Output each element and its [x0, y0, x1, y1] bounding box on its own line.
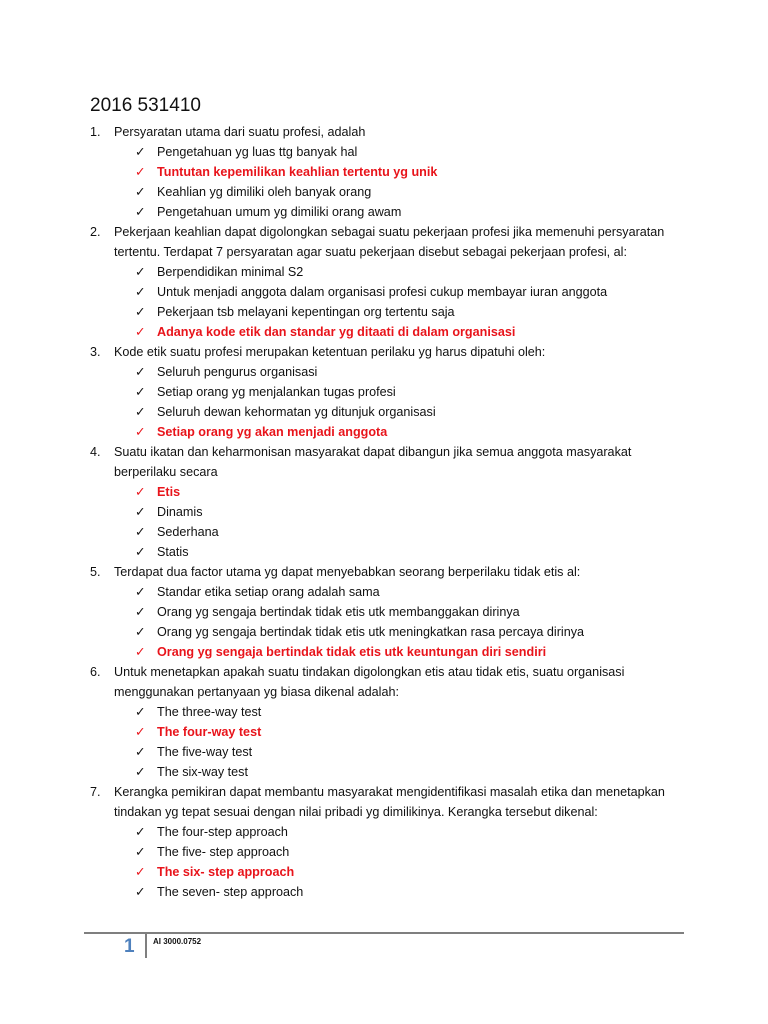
question-number: 7.	[90, 785, 101, 799]
answer-text: Seluruh pengurus organisasi	[157, 365, 318, 379]
answer-text: The four-step approach	[157, 825, 288, 839]
answer-text: Pekerjaan tsb melayani kepentingan org tertentu saja	[157, 305, 455, 319]
answer-text: Berpendidikan minimal S2	[157, 265, 304, 279]
question-item	[90, 662, 680, 782]
document-title: 2016 531410	[90, 95, 201, 116]
question-item	[90, 342, 680, 442]
answer-text: Orang yg sengaja bertindak tidak etis utk membanggakan dirinya	[157, 605, 520, 619]
checkmark-icon: ✓	[135, 585, 146, 599]
checkmark-icon: ✓	[135, 605, 146, 619]
checkmark-icon: ✓	[135, 205, 146, 219]
answer-option	[90, 522, 680, 542]
answer-text: Adanya kode etik dan standar yg ditaati di dalam organisasi	[157, 325, 516, 339]
footer-rule	[84, 932, 684, 934]
checkmark-icon: ✓	[135, 145, 146, 159]
answer-option	[90, 402, 680, 422]
checkmark-icon: ✓	[135, 845, 146, 859]
checkmark-icon: ✓	[135, 285, 146, 299]
checkmark-icon: ✓	[135, 525, 146, 539]
checkmark-icon: ✓	[135, 825, 146, 839]
answer-option	[90, 202, 680, 222]
question-number: 2.	[90, 225, 101, 239]
answer-text: Keahlian yg dimiliki oleh banyak orang	[157, 185, 372, 199]
answer-text: Statis	[157, 545, 189, 559]
question-text: Pekerjaan keahlian dapat digolongkan sebagai suatu pekerjaan profesi jika memenuhi persyaratan tertentu. Terdapat 7 persyaratan agar suatu pekerjaan disebut sebagai pekerjaan profesi, al:	[114, 225, 665, 259]
answer-text: The five- step approach	[157, 845, 290, 859]
answer-option	[90, 602, 680, 622]
answer-text: The seven- step approach	[157, 885, 304, 899]
answer-option	[90, 882, 680, 902]
question-text: Kerangka pemikiran dapat membantu masyarakat mengidentifikasi masalah etika dan menetapkan tindakan yg tepat sesuai dengan nilai pribadi yg dimilikinya. Kerangka tersebut dikenal:	[114, 785, 665, 819]
answer-option	[90, 742, 680, 762]
answer-text: Etis	[157, 485, 181, 499]
checkmark-icon: ✓	[135, 265, 146, 279]
answer-text: The four-way test	[157, 725, 262, 739]
question-text: Suatu ikatan dan keharmonisan masyarakat dapat dibangun jika semua anggota masyarakat berperilaku secara	[114, 445, 632, 479]
checkmark-icon: ✓	[135, 405, 146, 419]
answer-text: Untuk menjadi anggota dalam organisasi profesi cukup membayar iuran anggota	[157, 285, 608, 299]
question-row	[90, 342, 680, 362]
question-row	[90, 442, 680, 482]
question-item	[90, 122, 680, 222]
checkmark-icon: ✓	[135, 545, 146, 559]
answer-option	[90, 622, 680, 642]
question-row	[90, 782, 680, 822]
answer-text: The three-way test	[157, 705, 262, 719]
answer-option-correct	[90, 862, 680, 882]
answer-option-correct	[90, 162, 680, 182]
footer-code: AI 3000.0752	[153, 937, 202, 946]
answer-option	[90, 302, 680, 322]
checkmark-icon: ✓	[135, 865, 146, 879]
checkmark-icon: ✓	[135, 385, 146, 399]
checkmark-icon: ✓	[135, 365, 146, 379]
question-text: Untuk menetapkan apakah suatu tindakan digolongkan etis atau tidak etis, suatu organisasi menggunakan pertanyaan yg biasa dikenal adalah:	[114, 665, 625, 699]
answer-text: Setiap orang yg menjalankan tugas profesi	[157, 385, 396, 399]
checkmark-icon: ✓	[135, 745, 146, 759]
checkmark-icon: ✓	[135, 185, 146, 199]
question-row	[90, 562, 680, 582]
question-row	[90, 122, 680, 142]
checkmark-icon: ✓	[135, 325, 146, 339]
question-row	[90, 222, 680, 262]
answer-option	[90, 822, 680, 842]
checkmark-icon: ✓	[135, 765, 146, 779]
answer-text: Dinamis	[157, 505, 203, 519]
answer-option-correct	[90, 642, 680, 662]
answer-option-correct	[90, 322, 680, 342]
answer-text: The five-way test	[157, 745, 253, 759]
answer-option	[90, 762, 680, 782]
question-list	[90, 122, 680, 902]
checkmark-icon: ✓	[135, 165, 146, 179]
answer-option	[90, 582, 680, 602]
checkmark-icon: ✓	[135, 625, 146, 639]
answer-option	[90, 542, 680, 562]
answer-option	[90, 362, 680, 382]
answer-option-correct	[90, 722, 680, 742]
answer-option	[90, 382, 680, 402]
answer-text: Pengetahuan yg luas ttg banyak hal	[157, 145, 358, 159]
question-row	[90, 662, 680, 702]
question-item	[90, 782, 680, 902]
answer-text: Pengetahuan umum yg dimiliki orang awam	[157, 205, 402, 219]
checkmark-icon: ✓	[135, 705, 146, 719]
answer-text: Setiap orang yg akan menjadi anggota	[157, 425, 388, 439]
answer-option	[90, 182, 680, 202]
question-item	[90, 442, 680, 562]
answer-option	[90, 502, 680, 522]
answer-text: Orang yg sengaja bertindak tidak etis utk meningkatkan rasa percaya dirinya	[157, 625, 585, 639]
question-text: Kode etik suatu profesi merupakan ketentuan perilaku yg harus dipatuhi oleh:	[114, 345, 546, 359]
checkmark-icon: ✓	[135, 505, 146, 519]
answer-text: Sederhana	[157, 525, 219, 539]
question-text: Terdapat dua factor utama yg dapat menyebabkan seorang berperilaku tidak etis al:	[114, 565, 581, 579]
checkmark-icon: ✓	[135, 725, 146, 739]
answer-text: The six-way test	[157, 765, 248, 779]
answer-text: Standar etika setiap orang adalah sama	[157, 585, 380, 599]
answer-text: Seluruh dewan kehormatan yg ditunjuk organisasi	[157, 405, 436, 419]
checkmark-icon: ✓	[135, 485, 146, 499]
answer-text: Tuntutan kepemilikan keahlian tertentu yg unik	[157, 165, 438, 179]
question-item	[90, 562, 680, 662]
answer-option	[90, 262, 680, 282]
page-number: 1	[124, 936, 135, 957]
answer-option	[90, 282, 680, 302]
question-number: 4.	[90, 445, 101, 459]
question-number: 6.	[90, 665, 101, 679]
checkmark-icon: ✓	[135, 645, 146, 659]
question-number: 5.	[90, 565, 101, 579]
answer-option	[90, 702, 680, 722]
question-text: Persyaratan utama dari suatu profesi, adalah	[114, 125, 366, 139]
footer-separator	[145, 932, 147, 958]
question-number: 3.	[90, 345, 101, 359]
answer-option-correct	[90, 482, 680, 502]
question-item	[90, 222, 680, 342]
answer-text: The six- step approach	[157, 865, 295, 879]
question-number: 1.	[90, 125, 101, 139]
checkmark-icon: ✓	[135, 425, 146, 439]
checkmark-icon: ✓	[135, 305, 146, 319]
answer-text: Orang yg sengaja bertindak tidak etis utk keuntungan diri sendiri	[157, 645, 547, 659]
answer-option-correct	[90, 422, 680, 442]
checkmark-icon: ✓	[135, 885, 146, 899]
answer-option	[90, 142, 680, 162]
answer-option	[90, 842, 680, 862]
